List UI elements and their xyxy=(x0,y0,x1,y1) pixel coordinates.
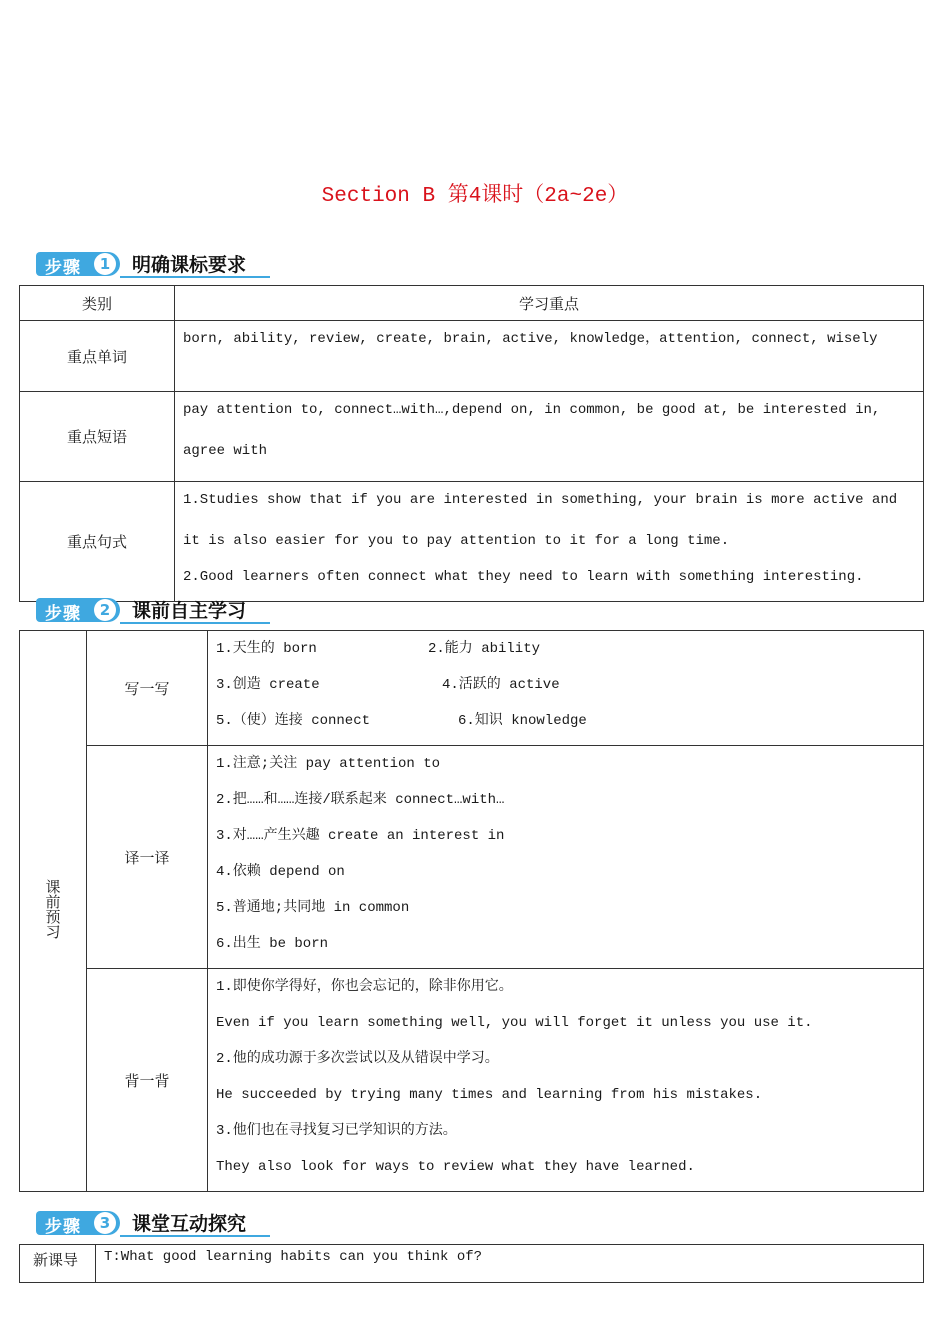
sentence-item: Even if you learn something well, you will forget it unless you use it. xyxy=(216,1015,813,1031)
preview-table xyxy=(19,630,924,1192)
phrase-item: 6.出生 be born xyxy=(216,936,329,952)
step-title: 明确课标要求 xyxy=(132,254,247,276)
sentence-item: He succeeded by trying many times and learning from his mistakes. xyxy=(216,1087,763,1103)
row-line: 1.Studies show that if you are interested in something, your brain is more active and xyxy=(183,492,898,508)
row-line: it is also easier for you to pay attention to it for a long time. xyxy=(183,533,730,549)
row-line: born, ability, review, create, brain, active, knowledge，attention, connect, wisely xyxy=(183,331,878,347)
table-row xyxy=(20,746,924,969)
vocab-item: 4.活跃的 active xyxy=(442,677,560,693)
sentence-item: 1.即使你学得好，你也会忘记的，除非你用它。 xyxy=(216,979,513,995)
step-badge xyxy=(36,598,120,622)
sentence-item: They also look for ways to review what they have learned. xyxy=(216,1159,695,1175)
section-label: 写一写 xyxy=(87,631,208,746)
step-badge-label: 步骤 xyxy=(45,258,81,278)
side-label: 课前预习 xyxy=(43,879,62,939)
row-line: agree with xyxy=(183,443,268,459)
vocab-item: 1.天生的 born xyxy=(216,641,317,657)
step-title: 课前自主学习 xyxy=(132,600,247,622)
header-focus: 学习重点 xyxy=(175,286,924,321)
step-underline xyxy=(120,1235,270,1237)
vocab-item: 5.（使）连接 connect xyxy=(216,713,371,729)
step-underline xyxy=(120,622,270,624)
side-label-cell xyxy=(20,631,87,1192)
step-number: 3 xyxy=(94,1212,116,1234)
table-row xyxy=(20,321,924,392)
step-badge xyxy=(36,252,120,276)
step-badge-label: 步骤 xyxy=(45,604,81,624)
table-row xyxy=(20,631,924,746)
row-line: 2.Good learners often connect what they need to learn with something interesting. xyxy=(183,569,864,585)
step-underline xyxy=(120,276,270,278)
step-title: 课堂互动探究 xyxy=(132,1213,247,1235)
learning-goals-table xyxy=(19,285,924,602)
table-row xyxy=(20,392,924,482)
intro-text: T:What good learning habits can you think of? xyxy=(96,1245,924,1283)
row-line: pay attention to, connect…with…,depend on, in common, be good at, be interested in, xyxy=(183,402,881,418)
vocab-item: 2.能力 ability xyxy=(428,641,541,657)
step-badge xyxy=(36,1211,120,1235)
step-number: 1 xyxy=(94,253,116,275)
step-number: 2 xyxy=(94,599,116,621)
phrase-item: 5.普通地;共同地 in common xyxy=(216,900,410,916)
sentence-item: 2.他的成功源于多次尝试以及从错误中学习。 xyxy=(216,1051,499,1067)
table-row xyxy=(20,1245,924,1283)
row-category: 重点短语 xyxy=(20,392,175,482)
phrase-item: 2.把……和……连接/联系起来 connect…with… xyxy=(216,792,505,808)
header-category: 类别 xyxy=(20,286,175,321)
row-category: 重点句式 xyxy=(20,482,175,602)
section-label: 背一背 xyxy=(87,969,208,1192)
intro-label: 新课导 xyxy=(20,1245,96,1283)
phrase-item: 1.注意;关注 pay attention to xyxy=(216,756,441,772)
class-interaction-table xyxy=(19,1244,924,1283)
phrase-item: 3.对……产生兴趣 create an interest in xyxy=(216,828,505,844)
section-label: 译一译 xyxy=(87,746,208,969)
table-header-row xyxy=(20,286,924,321)
row-category: 重点单词 xyxy=(20,321,175,392)
vocab-item: 3.创造 create xyxy=(216,677,320,693)
sentence-item: 3.他们也在寻找复习已学知识的方法。 xyxy=(216,1123,457,1139)
table-row xyxy=(20,482,924,602)
page-title: Section B 第4课时（2a~2e） xyxy=(321,185,629,208)
vocab-item: 6.知识 knowledge xyxy=(458,713,587,729)
phrase-item: 4.依赖 depend on xyxy=(216,864,345,880)
step-badge-label: 步骤 xyxy=(45,1217,81,1237)
table-row xyxy=(20,969,924,1192)
